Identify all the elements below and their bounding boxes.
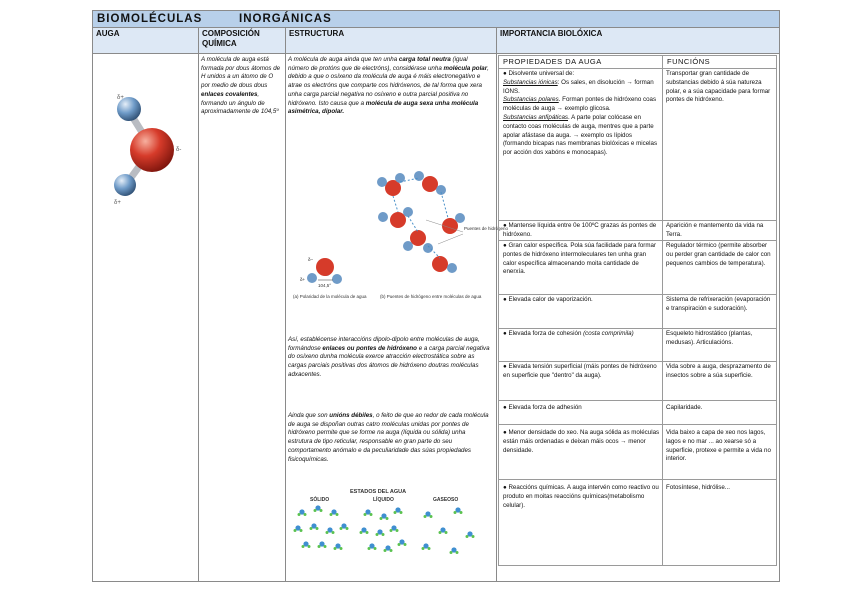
func-vida-sobre-auga: Vida sobre a auga, desprazamento de insectos sobre a súa superficie. [666, 363, 771, 379]
estructura-dipolo-text: Así, establécense interaccións dipolo-dipolo entre moléculas de auga, formándose enlaces ou pontes de hidróxeno e a carga parcial negativa do osíxeno dunha molécula exerce atracción electrostática sobre as cargas parciais positivas dos átomos de hidróxeno doutras moléculas adxacentes. [288, 336, 490, 378]
states-of-water-figure [288, 486, 493, 566]
prop-vaporizacion: ● Elevada calor de vaporización. [503, 296, 593, 303]
title-bar [93, 11, 779, 28]
water-molecule-illustration [100, 85, 190, 210]
func-fotosintese: Fotosíntese, hidrólise... [666, 484, 730, 491]
table-row [499, 480, 776, 566]
table-row [499, 401, 776, 425]
func-transporte: Transportar gran cantidade de substancias debido á súa natureza polar, e a súa capacidade para formar pontes de hidróxeno. [666, 70, 771, 104]
hydrogen-dot [320, 509, 323, 512]
hydrogen-dot [368, 547, 371, 550]
oxygen-atom [130, 128, 174, 172]
hydrogen-dot [326, 531, 329, 534]
prop-calor-especifica: ● Gran calor específica. Pola súa facilidade para formar pontes de hidróxeno intermoleculares ten unha gran calor específica almacenando moita cantidade de enerxía. [503, 242, 656, 276]
importancia-table [498, 55, 777, 566]
hydrogen-dot [330, 513, 333, 516]
prop-tension-superficial: ● Elevada tensión superficial (máis pontes de hidróxeno en superficie que "dentro" da auga). [503, 363, 657, 379]
svg-text:δ+: δ+ [114, 200, 121, 206]
svg-text:δ-: δ- [176, 147, 182, 153]
func-refrixeracion: Sistema de refrixeración (evaporación e transpiración e sudoración). [666, 296, 771, 312]
header-estructura: ESTRUCTURA [286, 28, 496, 54]
hydrogen-dot [390, 529, 393, 532]
hydrogen-dot [460, 511, 463, 514]
table-row [499, 362, 776, 401]
table-row [499, 68, 776, 221]
svg-text:104,5°: 104,5° [318, 283, 332, 288]
hydrogen-dot [422, 547, 425, 550]
prop-adhesion: ● Elevada forza de adhesión [503, 404, 582, 411]
hydrogen-dot [298, 513, 301, 516]
hydrogen-dot [370, 513, 373, 516]
hydrogen-dot [314, 509, 317, 512]
svg-text:δ−: δ− [308, 257, 314, 262]
hydrogen-dot [396, 529, 399, 532]
hydrogen-dot [450, 551, 453, 554]
prop-densidade-xeo: ● Menor densidade do xeo. Na auga sólida as moléculas están máis ordenadas e deixan máis ocos → menor densidade. [503, 429, 660, 454]
col-divider-1 [198, 28, 199, 582]
hydrogen-dot [400, 511, 403, 514]
table-row [499, 241, 776, 295]
hbond-network [377, 171, 509, 273]
hydrogen-dot [445, 531, 448, 534]
hydrogen-dot [340, 547, 343, 550]
solid-lattice [294, 505, 349, 550]
hydrogen-dot [300, 529, 303, 532]
col-divider-3 [496, 28, 497, 582]
hydrogen-dot [360, 531, 363, 534]
composicion-text: A molécula de auga está formada por dous átomos de H unidos a un átomo de O por medio de dous dous enlaces covalentes, formando un ángulo de aproximadamente de 104,5º [201, 56, 281, 116]
hydrogen-dot [304, 513, 307, 516]
prop-reaccions: ● Reaccións químicas. A auga intervén como reactivo ou produto en moitas reaccións químicas(metabolismo celular). [503, 484, 659, 509]
func-esqueleto: Esqueleto hidrostático (plantas, medusas). Articulacións. [666, 330, 753, 346]
hydrogen-dot [382, 533, 385, 536]
hydrogen-atom [114, 174, 136, 196]
hydrogen-dot [424, 515, 427, 518]
hydrogen-dot [302, 545, 305, 548]
hydrogen-dot [454, 511, 457, 514]
col-divider-2 [285, 28, 286, 582]
state-solid-label: SÓLIDO [310, 497, 330, 503]
hydrogen-dot [318, 545, 321, 548]
hydrogen-dot [390, 549, 393, 552]
hydrogen-dot [324, 545, 327, 548]
hydrogen-dot [340, 527, 343, 530]
fig-caption-b: (b) Puentes de hidrógeno entre moléculas de agua [380, 294, 482, 299]
hydrogen-dot [380, 517, 383, 520]
hydrogen-dot [404, 543, 407, 546]
title-inorganicas: INORGÁNICAS [239, 13, 332, 25]
hydrogen-dot [394, 511, 397, 514]
hydrogen-dot [466, 535, 469, 538]
hydrogen-dot [346, 527, 349, 530]
table-row [499, 295, 776, 329]
hydrogen-bond-figure [288, 160, 509, 310]
hydrogen-dot [398, 543, 401, 546]
hydrogen-dot [376, 533, 379, 536]
func-vida-baixo-xeo: Vida baixo a capa de xeo nos lagos, lagos e no mar ... ao xearse só a superficie, protexe e permite a vida no interior. [666, 429, 771, 463]
state-liquid-label: LÍQUIDO [373, 497, 394, 503]
hydrogen-dot [386, 517, 389, 520]
table-row [499, 425, 776, 480]
header-composicion: COMPOSICIÓN QUÍMICA [199, 28, 285, 54]
prop-cohesion: ● Elevada forza de cohesión (costa comprimila) [503, 330, 634, 337]
hydrogen-dot [430, 515, 433, 518]
table-row [499, 329, 776, 362]
gas-molecules [422, 507, 475, 554]
col-funcions: FUNCIÓNS [667, 57, 711, 66]
states-title: ESTADOS DEL AGUA [350, 489, 407, 495]
polarity-diagram [300, 257, 342, 288]
svg-text:Puentes de hidrógeno: Puentes de hidrógeno [464, 226, 509, 231]
hydrogen-dot [472, 535, 475, 538]
hydrogen-dot [428, 547, 431, 550]
hydrogen-dot [374, 547, 377, 550]
func-vida: Aparición e mantemento da vida na Terra. [666, 222, 764, 238]
hydrogen-dot [384, 549, 387, 552]
hydrogen-dot [336, 513, 339, 516]
fig-caption-a: (a) Polaridad de la molécula de agua [293, 294, 367, 299]
table-row [499, 221, 776, 241]
hydrogen-dot [316, 527, 319, 530]
func-capilaridade: Capilaridade. [666, 404, 703, 411]
header-auga: AUGA [93, 28, 198, 54]
hydrogen-dot [308, 545, 311, 548]
title-biomoleculas: BIOMOLÉCULAS [97, 13, 203, 25]
prop-liquida: ● Mantense líquida entre 0e 100ºC grazas ás pontes de hidróxeno. [503, 222, 657, 238]
hydrogen-dot [294, 529, 297, 532]
liquid-molecules [360, 507, 407, 552]
hydrogen-dot [456, 551, 459, 554]
header-importancia: IMPORTANCIA BIOLÓXICA [497, 28, 779, 54]
hydrogen-dot [310, 527, 313, 530]
func-regulador-termico: Regulador térmico (permite absorber ou perder gran cantidade de calor con pequenos cambios de temperatura). [666, 242, 771, 267]
hydrogen-dot [332, 531, 335, 534]
svg-text:δ+: δ+ [117, 95, 124, 101]
state-gas-label: GASEOSO [433, 497, 459, 503]
hydrogen-dot [439, 531, 442, 534]
estructura-intro: A molécula de auga ainda que ten unha carga total neutra (igual número de protóns que de electróns), considérase unha molécula polar, debido a que o osíxeno da molécula de auga é máis electronegativo e atrae os electróns que comparte cos hidróxenos, de tal forma que xera unha carga parcial negativa no osíxeno e outra parcial positiva no hidróxeno. Isto causa que a molécula de auga sexa unha molécula asimétrica, dipolar. [288, 56, 489, 116]
estructura-reticular-text: Ainda que son unións débiles, o feito de que ao redor de cada molécula de auga se dispoñan outras catro moléculas unidas por pontes de hidróxeno permite que se forme na auga (líquida ou sólida) unha estrutura de tipo reticular, responsable en gran parte do seu comportamento anómalo e da peculiaridade das súas propiedades fisicoquímicas. [288, 412, 489, 463]
col-propiedades: PROPIEDADES DA AUGA [503, 57, 602, 66]
hydrogen-dot [334, 547, 337, 550]
hydrogen-dot [366, 531, 369, 534]
prop-disolvente: ● Disolvente universal de: Substancias iónicas: Os sales, en disolución → forman IONS. Substancias polares. Forman pontes de hidróxeno coas moléculas de auga → exemplo glicosa. Substancias anfipáticas. A parte polar colócase en contacto coas moléculas de auga, mentres que a parte apolar afástase da auga. → exemplo os lípidos (formando bicapas nas membranas biolóxicas e micelas por acción dos xabóns e monocapas). [503, 70, 658, 157]
svg-text:δ+: δ+ [300, 277, 306, 282]
hydrogen-dot [364, 513, 367, 516]
